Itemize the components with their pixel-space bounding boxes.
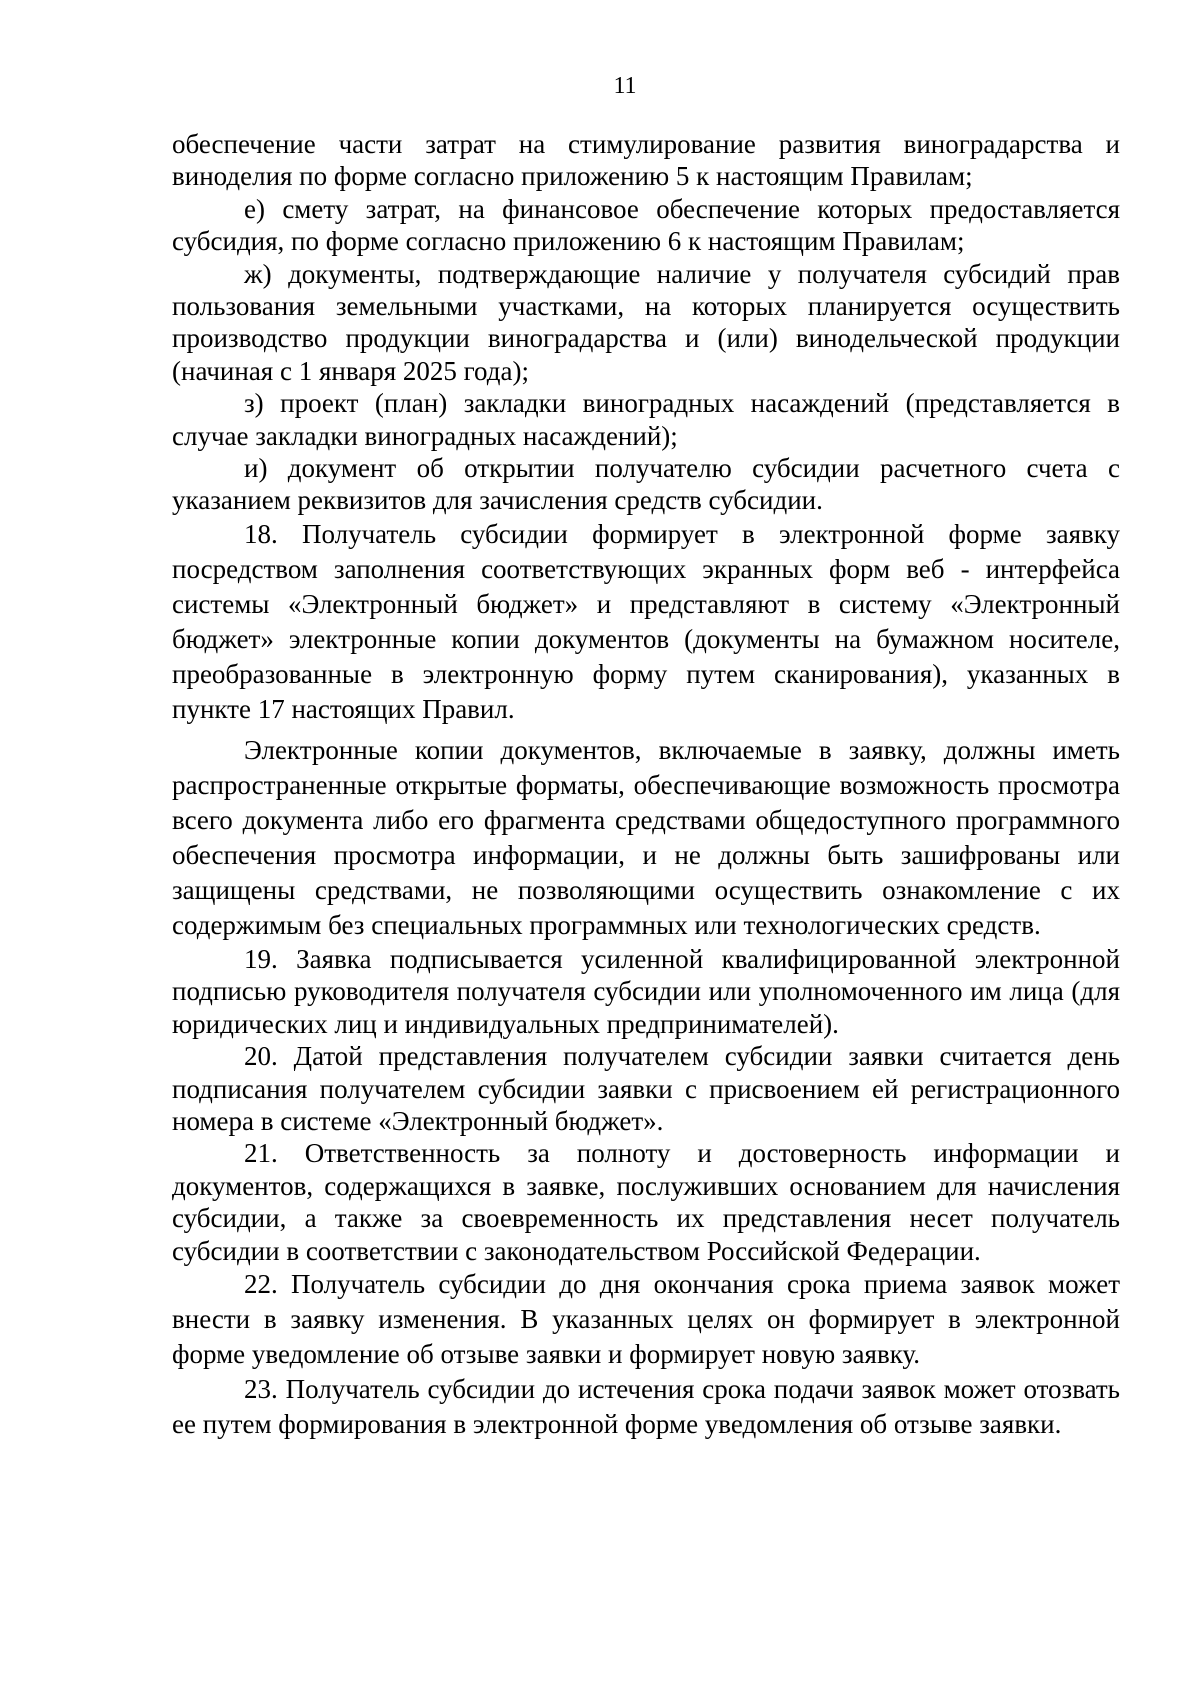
paragraph-18: 18. Получатель субсидии формирует в электронной форме заявку посредством заполнения соответствующих экранных форм веб - интерфейса системы «Электронный бюджет» и представляют в систему «Электронный бюджет» электронные копии документов (документы на бумажном носителе, преобразованные в электронную форму путем сканирования), указанных в пункте 17 настоящих Правил. <box>172 518 1120 724</box>
document-body <box>172 128 1120 1442</box>
paragraph-19: 19. Заявка подписывается усиленной квалифицированной электронной подписью руководителя получателя субсидии или уполномоченного им лица (для юридических лиц и индивидуальных предпринимателей). <box>172 943 1120 1039</box>
paragraph-item-z: з) проект (план) закладки виноградных насаждений (представляется в случае закладки виноградных насаждений); <box>172 388 1120 451</box>
paragraph-20: 20. Датой представления получателем субсидии заявки считается день подписания получателем субсидии заявки с присвоением ей регистрационного номера в системе «Электронный бюджет». <box>172 1041 1120 1136</box>
paragraph-item-i: и) документ об открытии получателю субсидии расчетного счета с указанием реквизитов для зачисления средств субсидии. <box>172 453 1120 516</box>
paragraph-item-zh: ж) документы, подтверждающие наличие у получателя субсидий прав пользования земельными участками, на которых планируется осуществить производство продукции виноградарства и (или) винодельческой продукции (начиная с 1 января 2025 года); <box>172 258 1120 386</box>
paragraph-21: 21. Ответственность за полноту и достоверность информации и документов, содержащихся в заявке, послуживших основанием для начисления субсидии, а также за своевременность их представления несет получатель субсидии в соответствии с законодательством Российской Федерации. <box>172 1138 1120 1266</box>
paragraph-item-e: е) смету затрат, на финансовое обеспечение которых предоставляется субсидия, по форме согласно приложению 6 к настоящим Правилам; <box>172 193 1120 257</box>
paragraph-continuation: обеспечение части затрат на стимулирование развития виноградарства и виноделия по форме согласно приложению 5 к настоящим Правилам; <box>172 129 1120 192</box>
page-number: 11 <box>613 73 637 99</box>
paragraph-22: 22. Получатель субсидии до дня окончания срока приема заявок может внести в заявку изменения. В указанных целях он формирует в электронной форме уведомление об отзыве заявки и формирует новую заявку. <box>172 1268 1120 1369</box>
paragraph-electronic-copies: Электронные копии документов, включаемые в заявку, должны иметь распространенные открытые форматы, обеспечивающие возможность просмотра всего документа либо его фрагмента средствами общедоступного программного обеспечения просмотра информации, и не должны быть зашифрованы или защищены средствами, не позволяющими осуществить ознакомление с их содержимым без специальных программных или технологических средств. <box>172 734 1120 940</box>
paragraph-23: 23. Получатель субсидии до истечения срока подачи заявок может отозвать ее путем формирования в электронной форме уведомления об отзыве заявки. <box>172 1373 1120 1439</box>
